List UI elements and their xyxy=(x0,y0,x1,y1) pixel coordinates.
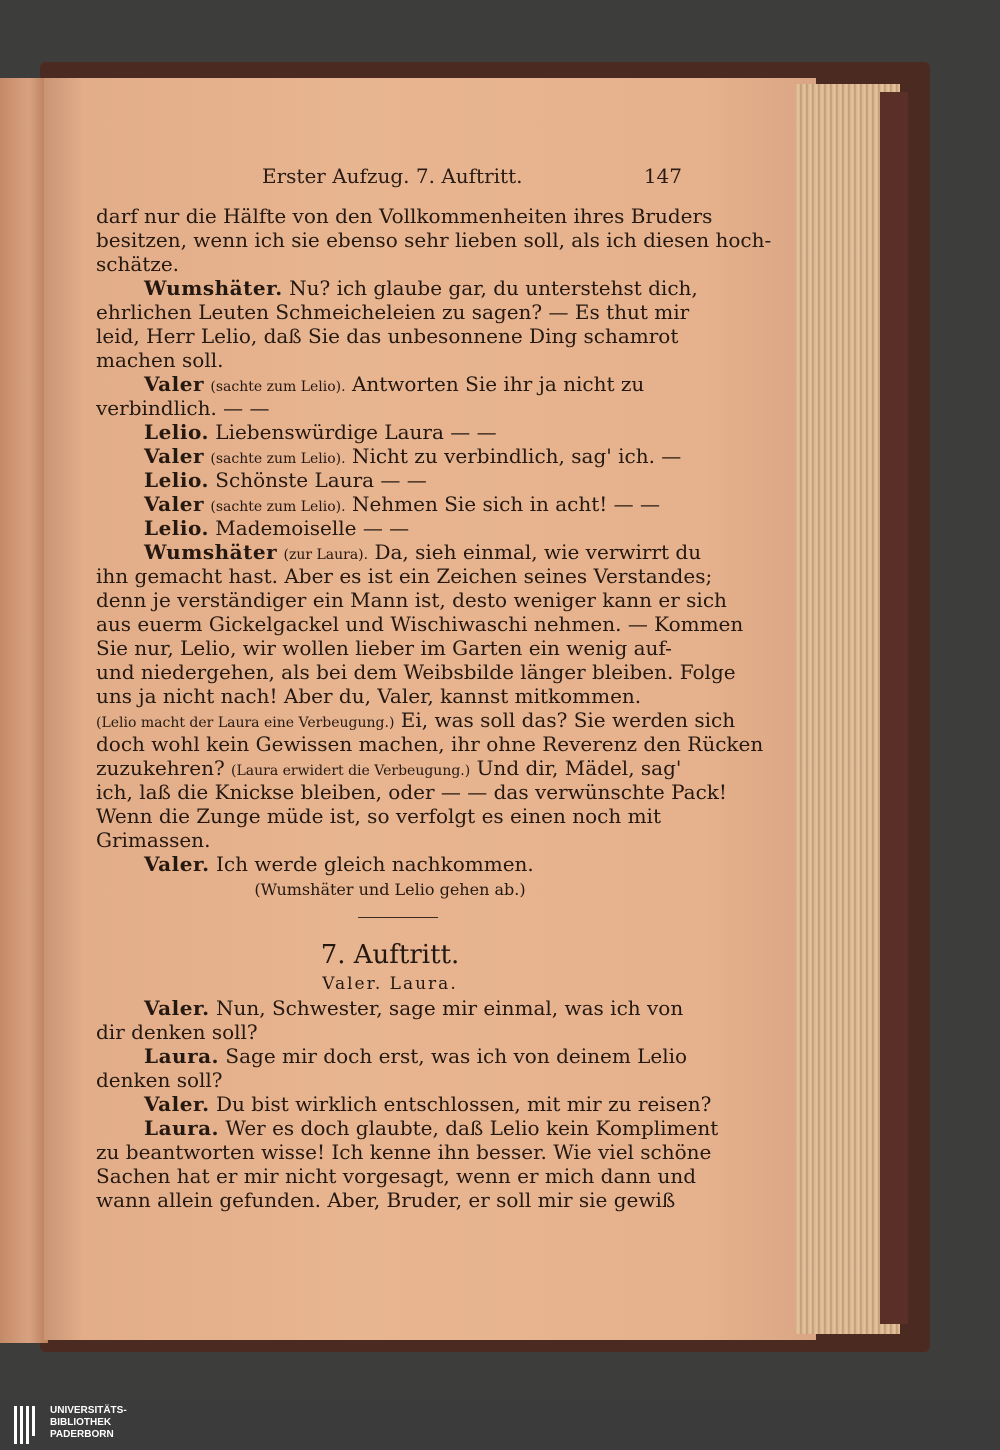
text-line: Sie nur, Lelio, wir wollen lieber im Garten ein wenig auf- xyxy=(96,636,672,660)
speaker: Laura. xyxy=(144,1116,220,1140)
text-line: Laura. Wer es doch glaubte, daß Lelio kein Kompliment xyxy=(144,1116,719,1140)
text-line: denn je verständiger ein Mann ist, desto weniger kann er sich xyxy=(96,588,727,612)
text-line: Laura. Sage mir doch erst, was ich von deinem Lelio xyxy=(144,1044,688,1068)
speaker: Wumshäter. xyxy=(144,276,283,300)
text-line: zuzukehren? (Laura erwidert die Verbeugung.) Und dir, Mädel, sag' xyxy=(96,756,682,780)
text-line: Wumshäter (zur Laura). Da, sieh einmal, wie verwirrt du xyxy=(144,540,702,564)
library-name-line1: UNIVERSITÄTS- xyxy=(50,1405,127,1416)
library-name-line3: PADERBORN xyxy=(50,1429,114,1440)
cover-edge xyxy=(880,92,908,1324)
speaker: Valer xyxy=(144,492,204,516)
stage-direction: (Laura erwidert die Verbeugung.) xyxy=(231,763,471,779)
text-line: ich, laß die Knickse bleiben, oder — — das verwünschte Pack! xyxy=(96,780,727,804)
library-logo-icon xyxy=(12,1404,42,1446)
speaker: Lelio. xyxy=(144,468,209,492)
stage-direction: (sachte zum Lelio). xyxy=(210,499,346,515)
text-line: Valer. Du bist wirklich entschlossen, mit mir zu reisen? xyxy=(144,1092,712,1116)
text-line: Valer. Nun, Schwester, sage mir einmal, was ich von xyxy=(144,996,684,1020)
text-line: aus euerm Gickelgackel und Wischiwaschi nehmen. — Kommen xyxy=(96,612,744,636)
speaker: Valer xyxy=(144,372,204,396)
text-line: Valer (sachte zum Lelio). Antworten Sie ihr ja nicht zu xyxy=(144,372,645,396)
speaker: Valer. xyxy=(144,1092,210,1116)
stage-direction: (Wumshäter und Lelio gehen ab.) xyxy=(254,880,526,899)
text-line: Valer. Ich werde gleich nachkommen. xyxy=(144,852,534,876)
text-line: schätze. xyxy=(96,252,180,276)
text-line: dir denken soll? xyxy=(96,1020,258,1044)
page-number: 147 xyxy=(643,164,682,188)
text-line: leid, Herr Lelio, daß Sie das unbesonnene Ding schamrot xyxy=(96,324,679,348)
scene-heading: 7. Auftritt. xyxy=(320,940,460,970)
scene-characters: Valer. Laura. xyxy=(322,974,458,994)
text-line: Lelio. Schönste Laura — — xyxy=(144,468,427,492)
text-line: ehrlichen Leuten Schmeicheleien zu sagen? — Es thut mir xyxy=(96,300,690,324)
speaker: Valer. xyxy=(144,852,210,876)
stage-direction: (sachte zum Lelio). xyxy=(210,451,346,467)
text-line: Sachen hat er mir nicht vorgesagt, wenn er mich dann und xyxy=(96,1164,697,1188)
text-line: Wenn die Zunge müde ist, so verfolgt es einen noch mit xyxy=(96,804,661,828)
library-footer xyxy=(0,1400,1000,1450)
text-line: machen soll. xyxy=(96,348,224,372)
section-divider xyxy=(358,917,438,918)
text-line: Wumshäter. Nu? ich glaube gar, du unterstehst dich, xyxy=(144,276,698,300)
speaker: Valer xyxy=(144,444,204,468)
stage-direction: (zur Laura). xyxy=(283,547,369,563)
speaker: Valer. xyxy=(144,996,210,1020)
text-line: verbindlich. — — xyxy=(96,396,270,420)
text-line: Lelio. Mademoiselle — — xyxy=(144,516,410,540)
left-page-edge xyxy=(0,78,48,1343)
text-line: besitzen, wenn ich sie ebenso sehr lieben soll, als ich diesen hoch- xyxy=(96,228,772,252)
text-line: Valer (sachte zum Lelio). Nicht zu verbindlich, sag' ich. — xyxy=(144,444,682,468)
speaker: Lelio. xyxy=(144,516,209,540)
text-line: darf nur die Hälfte von den Vollkommenheiten ihres Bruders xyxy=(96,204,713,228)
speaker: Laura. xyxy=(144,1044,220,1068)
text-line: zu beantworten wisse! Ich kenne ihn besser. Wie viel schöne xyxy=(96,1140,712,1164)
text-line: denken soll? xyxy=(96,1068,223,1092)
text-line: doch wohl kein Gewissen machen, ihr ohne Reverenz den Rücken xyxy=(96,732,764,756)
text-line: ihn gemacht hast. Aber es ist ein Zeichen seines Verstandes; xyxy=(96,564,713,588)
stage-direction: (sachte zum Lelio). xyxy=(210,379,346,395)
stage-direction: (Lelio macht der Laura eine Verbeugung.) xyxy=(96,715,395,731)
header-title: Erster Aufzug. 7. Auftritt. xyxy=(262,164,523,188)
text-line: wann allein gefunden. Aber, Bruder, er soll mir sie gewiß xyxy=(96,1188,676,1212)
text-line: Grimassen. xyxy=(96,828,211,852)
text-line: Valer (sachte zum Lelio). Nehmen Sie sich in acht! — — xyxy=(144,492,661,516)
text-line: und niedergehen, als bei dem Weibsbilde länger bleiben. Folge xyxy=(96,660,736,684)
text-line: (Lelio macht der Laura eine Verbeugung.) Ei, was soll das? Sie werden sich xyxy=(96,708,736,732)
text-line: uns ja nicht nach! Aber du, Valer, kannst mitkommen. xyxy=(96,684,642,708)
library-name-line2: BIBLIOTHEK xyxy=(50,1417,112,1428)
text-line: Lelio. Liebenswürdige Laura — — xyxy=(144,420,497,444)
speaker: Lelio. xyxy=(144,420,209,444)
speaker: Wumshäter xyxy=(144,540,278,564)
